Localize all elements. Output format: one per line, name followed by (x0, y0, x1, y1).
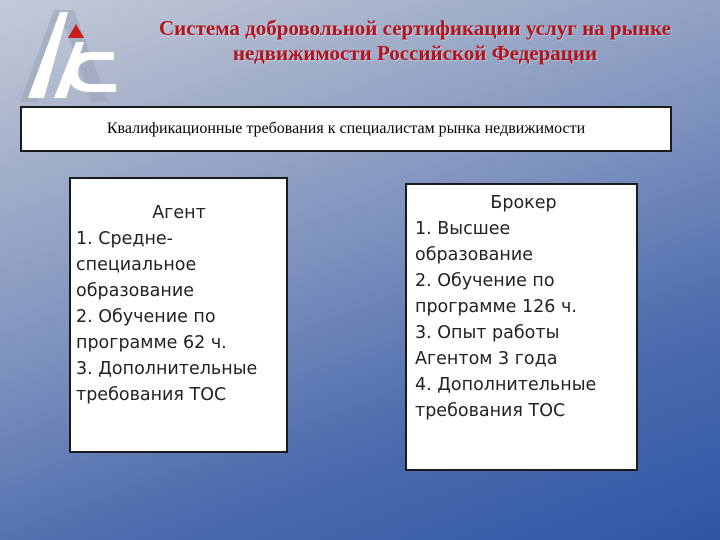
agent-card (69, 177, 288, 453)
broker-line: образование (415, 245, 533, 265)
agent-line: специальное (76, 255, 197, 275)
broker-line: 3. Опыт работы (415, 323, 560, 343)
agent-line: программе 62 ч. (76, 333, 227, 353)
acc-logo-icon (14, 2, 124, 102)
broker-line: 4. Дополнительные (415, 375, 597, 395)
broker-line: Агентом 3 года (415, 349, 558, 369)
title-line-2: недвижимости Российской Федерации (232, 41, 598, 65)
agent-title: Агент (152, 203, 206, 223)
broker-title: Брокер (490, 193, 557, 213)
page-title (115, 16, 715, 66)
subtitle-text: Квалификационные требования к специалистам рынка недвижимости (106, 120, 586, 137)
broker-line: требования ТОС (415, 401, 566, 421)
agent-line: 3. Дополнительные (76, 359, 258, 379)
agent-line: образование (76, 281, 194, 301)
agent-line: требования ТОС (76, 385, 227, 405)
broker-line: 1. Высшее (415, 219, 511, 239)
agent-line: 1. Средне- (76, 229, 173, 249)
agent-line: 2. Обучение по (76, 307, 216, 327)
subtitle-box (20, 106, 672, 152)
title-line-1: Система добровольной сертификации услуг на рынке (158, 16, 671, 40)
broker-line: 2. Обучение по (415, 271, 555, 291)
broker-card (405, 183, 638, 471)
broker-line: программе 126 ч. (415, 297, 577, 317)
